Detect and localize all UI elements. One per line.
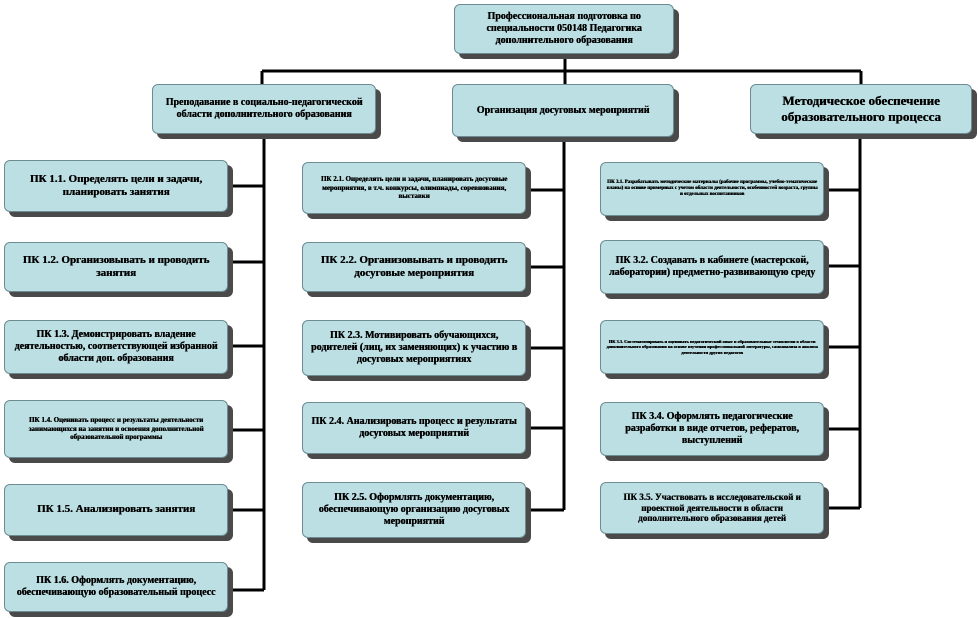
competency-1-1: [4, 160, 228, 212]
competency-3-4: [600, 402, 824, 456]
competency-text: ПК 1.4. Оценивать процесс и результаты деятельности занимающихся на занятии и освоения дополнительной образовательной программы: [28, 416, 204, 442]
competency-text: ПК 2.4. Анализировать процесс и результаты досуговых мероприятий: [311, 416, 517, 439]
root-node: [454, 4, 674, 54]
competency-text: ПК 2.5. Оформлять документацию, обеспечивающую организацию досуговых мероприятий: [318, 492, 510, 527]
competency-text: ПК 3.5. Участвовать в исследовательской и проектной деятельности в области дополнительного образования детей: [623, 491, 801, 524]
competency-text: ПК 3.3. Систематизировать и оценивать педагогический опыт и образовательные технологии в области дополнительного образования на основе изучения профессиональной литературы, самоанализа и анализа деятельности других педагогов: [606, 338, 818, 355]
category-title: Методическое обеспечение образовательного процесса: [781, 93, 941, 124]
competency-2-5: [302, 482, 526, 538]
competency-text: ПК 2.2. Организовывать и проводить досуговые мероприятия: [320, 253, 508, 279]
competency-1-6: [4, 562, 228, 612]
category-title: Преподавание в социально-педагогической области дополнительного образования: [165, 97, 363, 120]
competency-text: ПК 1.5. Анализировать занятия: [36, 503, 196, 516]
competency-1-5: [4, 484, 228, 536]
competency-1-2: [4, 242, 228, 292]
competency-2-3: [302, 320, 526, 376]
competency-2-2: [302, 242, 526, 292]
competency-2-4: [302, 402, 526, 454]
competency-text: ПК 1.1. Определять цели и задачи, планировать занятия: [29, 172, 203, 198]
competency-2-1: [302, 162, 526, 214]
competency-3-3: [600, 320, 824, 374]
root-title: Профессиональная подготовка по специальности 050148 Педагогика дополнительного образования: [486, 11, 642, 46]
competency-1-3: [4, 320, 228, 374]
competency-3-1: [600, 162, 824, 216]
competency-text: ПК 3.1. Разрабатывать методические материалы (рабочие программы, учебно-тематические планы) на основе примерных с учетом области деятельности, особенностей возраста, группы и отдельных воспитанников: [606, 179, 818, 198]
category-title: Организация досуговых мероприятий: [476, 104, 650, 116]
category-leisure: [452, 84, 674, 137]
competency-text: ПК 1.6. Оформлять документацию, обеспечивающую образовательный процесс: [16, 575, 216, 598]
competency-text: ПК 1.3. Демонстрировать владение деятельностью, соответствующей избранной области доп. образования: [14, 329, 218, 364]
competency-text: ПК 2.3. Мотивировать обучающихся, родителей (лиц, их заменяющих) к участию в досуговых мероприятиях: [310, 330, 518, 365]
category-methodology: [750, 84, 972, 134]
competency-1-4: [4, 400, 228, 458]
competency-text: ПК 2.1. Определять цели и задачи, планировать досуговые мероприятия, в т.ч. конкурсы, олимпиады, соревнования, выставки: [320, 175, 508, 201]
category-teaching: [152, 84, 376, 134]
competency-3-5: [600, 482, 824, 534]
competency-text: ПК 3.4. Оформлять педагогические разработки в виде отчетов, рефератов, выступлений: [625, 411, 799, 446]
competency-text: ПК 1.2. Организовывать и проводить занятия: [22, 253, 210, 279]
competency-text: ПК 3.2. Создавать в кабинете (мастерской, лаборатории) предметно-развивающую среду: [608, 255, 816, 278]
competency-3-2: [600, 240, 824, 294]
